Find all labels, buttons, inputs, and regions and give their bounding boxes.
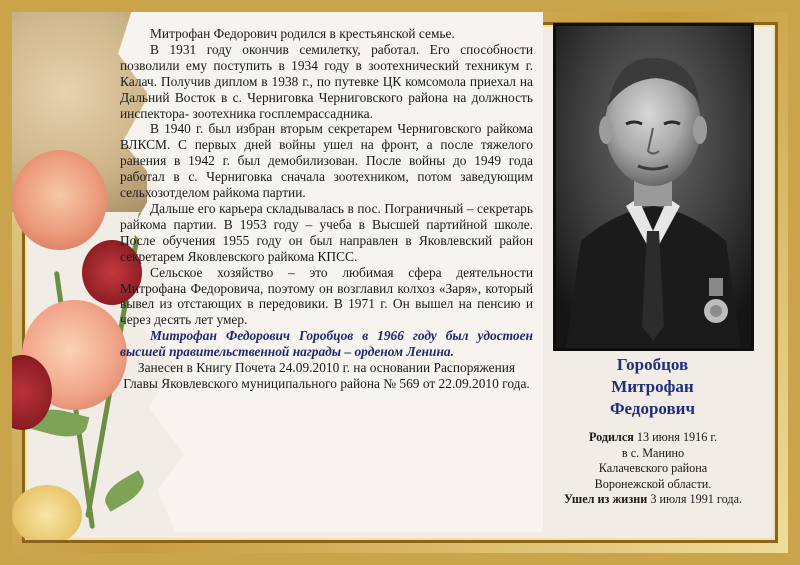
rose-icon	[12, 485, 82, 540]
person-name	[560, 354, 745, 420]
bio-paragraph: В 1931 году окончив семилетку, работал. Его способности позволили ему поступить в 1934 году в зоотехнический техникум г. Калач. Получив диплом в 1938 г., по путевке ЦК комсомола приехал на Дальний Восток в с. Черниговка Черниговского района на должность инспектора- зоотехника госплемрассадника.	[120, 41, 533, 121]
born-place-2: Калачевского района	[598, 461, 708, 475]
portrait-photo	[553, 23, 754, 351]
name-patronymic: Федорович	[609, 399, 696, 418]
born-date: 13 июня 1916 г.	[636, 430, 718, 444]
birth-line	[548, 430, 758, 446]
name-first: Митрофан	[611, 377, 694, 396]
rose-icon	[12, 150, 107, 250]
born-place-3: Воронежской области.	[594, 476, 712, 491]
biography-text	[120, 26, 533, 392]
bio-paragraph: Сельское хозяйство – это любимая сфера деятельности Митрофана Федоровича, поэтому он возглавил колхоз «Заря», который вывел из отстающих в передовики. В 1971 г. Он вышел на пенсию и через десять лет умер.	[120, 264, 533, 328]
death-line	[548, 492, 758, 508]
award-paragraph: Митрофан Федорович Горобцов в 1966 году был удостоен высшей правительственной награды – орденом Ленина.	[120, 328, 533, 360]
bio-paragraph: Митрофан Федорович родился в крестьянской семье.	[150, 26, 455, 41]
honor-book-paragraph: Занесен в Книгу Почета 24.09.2010 г. на основании Распоряжения Главы Яковлевского муниципального района № 569 от 22.09.2010 года.	[123, 360, 530, 391]
portrait-image	[556, 26, 751, 348]
bio-paragraph: В 1940 г. был избран вторым секретарем Черниговского райкома ВЛКСМ. С первых дней войны ушел на фронт, а после тяжелого ранения в 1942 г. был демобилизован. После войны до 1949 года работал в с. Черниговка сначала зоотехником, потом заведующим сельхозотделом райкома партии.	[120, 121, 533, 201]
bio-paragraph: Дальше его карьера складывалась в пос. Пограничный – секретарь райкома партии. В 1953 году – учеба в Высшей партийной школе. После обучения 1955 году он был направлен в Яковлевский район секретарем Яковлевского райкома КПСС.	[120, 200, 533, 264]
born-place-1: в с. Манино	[621, 445, 685, 460]
died-date: 3 июля 1991 года.	[650, 492, 743, 506]
birth-death-info	[548, 430, 758, 508]
name-surname: Горобцов	[616, 355, 689, 374]
born-label: Родился	[588, 430, 634, 444]
died-label: Ушел из жизни	[563, 492, 648, 506]
